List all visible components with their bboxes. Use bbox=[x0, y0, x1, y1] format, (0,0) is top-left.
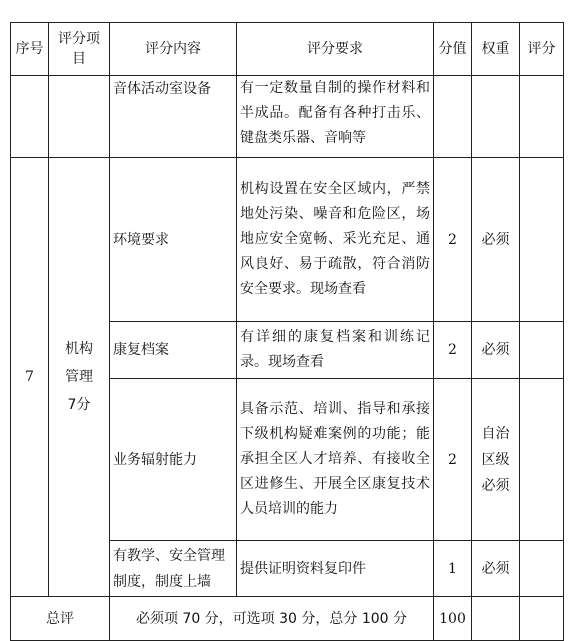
header-seq: 序号 bbox=[11, 23, 49, 76]
cell-rating bbox=[520, 158, 564, 322]
cell-content: 康复档案 bbox=[110, 322, 237, 379]
total-label: 总评 bbox=[11, 597, 110, 641]
header-score: 分值 bbox=[434, 23, 472, 76]
cell-requirement: 具备示范、培训、指导和承接下级机构疑难案例的功能；能承担全区人才培养、有接收全区进修生、开展全区康复技术人员培训的能力 bbox=[237, 379, 434, 541]
cell-content: 音体活动室设备 bbox=[110, 76, 237, 158]
cell-requirement: 提供证明资料复印件 bbox=[237, 541, 434, 597]
cell-weight: 自治区级必须 bbox=[472, 379, 520, 541]
cell-requirement: 有详细的康复档案和训练记录。现场查看 bbox=[237, 322, 434, 379]
header-rating: 评分 bbox=[520, 23, 564, 76]
cell-item bbox=[49, 76, 110, 158]
cell-score: 2 bbox=[434, 322, 472, 379]
header-weight: 权重 bbox=[472, 23, 520, 76]
header-item: 评分项目 bbox=[49, 23, 110, 76]
cell-content: 环境要求 bbox=[110, 158, 237, 322]
cell-weight bbox=[472, 76, 520, 158]
cell-content: 业务辐射能力 bbox=[110, 379, 237, 541]
cell-content: 有教学、安全管理制度，制度上墙 bbox=[110, 541, 237, 597]
cell-requirement: 机构设置在安全区域内，严禁地处污染、噪音和危险区，场地应安全宽畅、采光充足、通风良好、易于疏散，符合消防安全要求。现场查看 bbox=[237, 158, 434, 322]
header-row bbox=[11, 23, 564, 76]
cell-rating bbox=[520, 76, 564, 158]
total-score: 100 bbox=[434, 597, 472, 641]
item-line: 7分 bbox=[67, 397, 91, 413]
cell-rating bbox=[520, 379, 564, 541]
total-weight bbox=[472, 597, 520, 641]
cell-seq-group: 7 bbox=[11, 158, 49, 597]
item-line: 管理 bbox=[65, 369, 93, 385]
cell-score: 1 bbox=[434, 541, 472, 597]
cell-score: 2 bbox=[434, 158, 472, 322]
cell-weight: 必须 bbox=[472, 322, 520, 379]
item-line: 机构 bbox=[65, 341, 93, 357]
total-row bbox=[11, 597, 564, 641]
table-row bbox=[11, 158, 564, 322]
total-text: 必须项 70 分，可选项 30 分，总分 100 分 bbox=[110, 597, 434, 641]
header-content: 评分内容 bbox=[110, 23, 237, 76]
cell-seq bbox=[11, 76, 49, 158]
scoring-table bbox=[10, 22, 564, 641]
total-rating bbox=[520, 597, 564, 641]
header-requirement: 评分要求 bbox=[237, 23, 434, 76]
cell-score bbox=[434, 76, 472, 158]
table-row bbox=[11, 76, 564, 158]
cell-rating bbox=[520, 541, 564, 597]
cell-rating bbox=[520, 322, 564, 379]
cell-weight: 必须 bbox=[472, 541, 520, 597]
cell-item-group bbox=[49, 158, 110, 597]
cell-requirement: 有一定数量自制的操作材料和半成品。配备有各种打击乐、键盘类乐器、音响等 bbox=[237, 76, 434, 158]
cell-weight: 必须 bbox=[472, 158, 520, 322]
cell-score: 2 bbox=[434, 379, 472, 541]
